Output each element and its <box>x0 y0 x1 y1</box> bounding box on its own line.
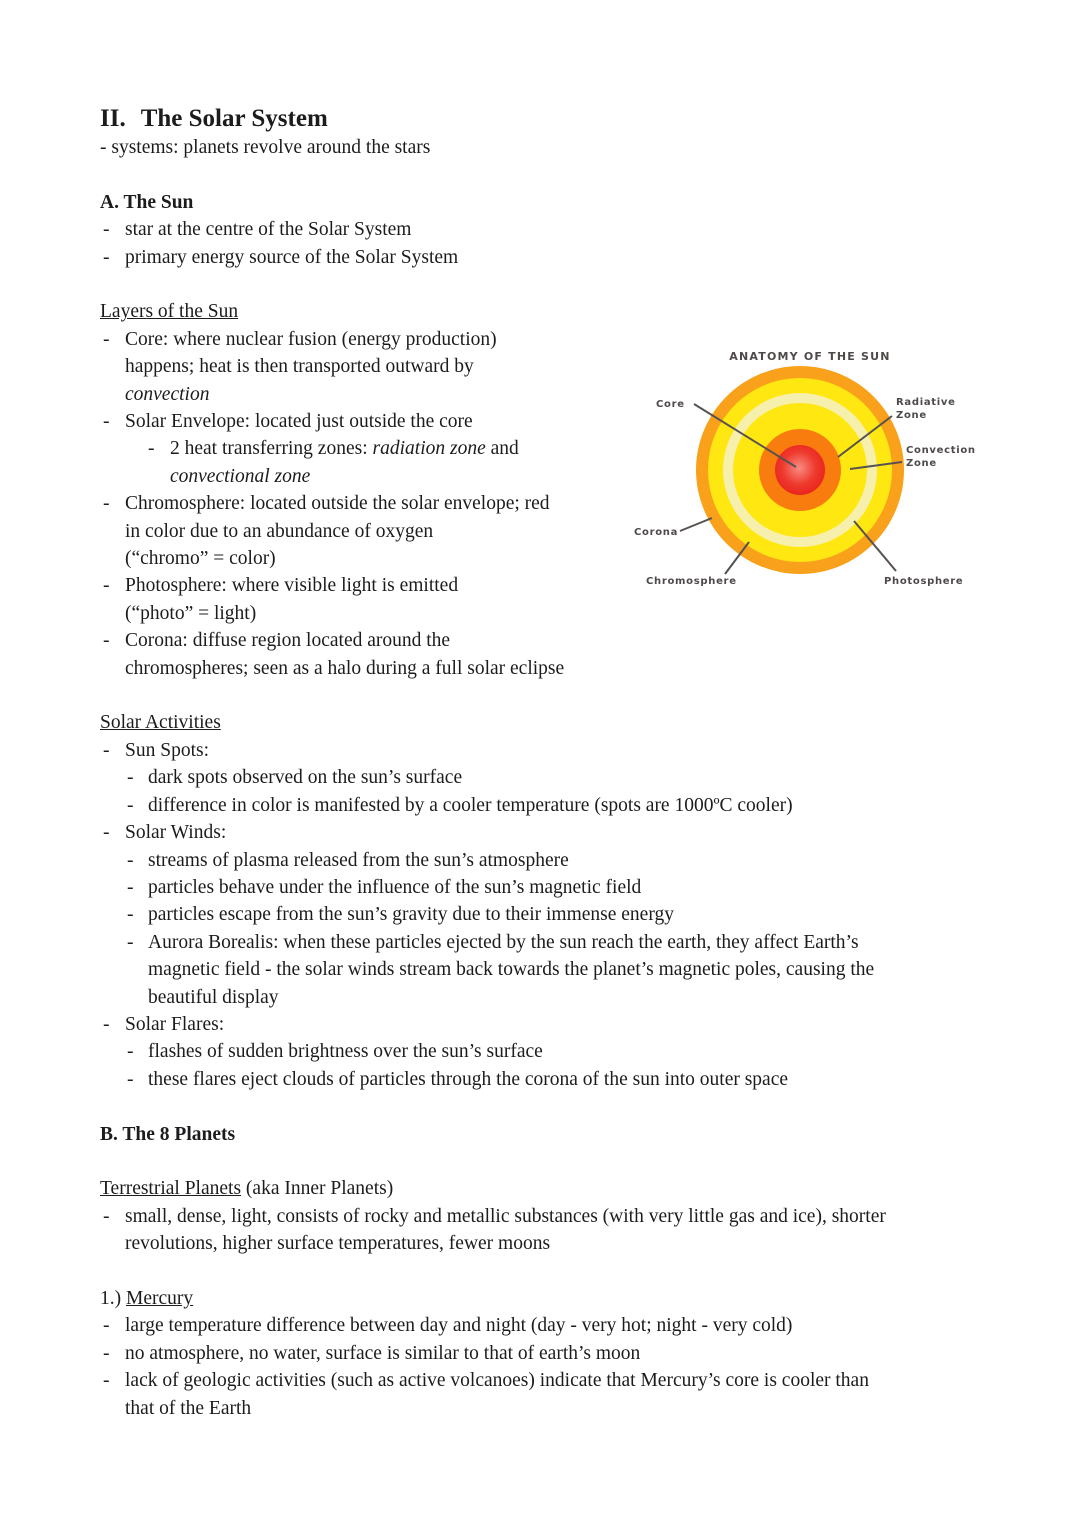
bullet-text: Aurora Borealis: when these particles ejected by the sun reach the earth, they affect Earth’s <box>148 931 859 953</box>
bullet-dash: - <box>103 575 110 597</box>
spacer <box>100 1093 995 1120</box>
bullet-text: difference in color is manifested by a cooler temperature (spots are 1000ºC cooler) <box>148 794 793 816</box>
spacer <box>100 161 995 188</box>
bullet-text: streams of plasma released from the sun’s atmosphere <box>148 849 569 871</box>
terrestrial-suffix: (aka Inner Planets) <box>241 1178 394 1200</box>
page-title <box>100 104 995 134</box>
bullet-dash: - <box>103 246 110 268</box>
bullet-text: particles escape from the sun’s gravity due to their immense energy <box>148 904 674 926</box>
bullet-text: primary energy source of the Solar System <box>125 246 459 268</box>
radiative-zone-label-1: Radiative <box>896 397 956 409</box>
bullet-text: Solar Envelope: located just outside the core <box>125 411 473 433</box>
bullet-dash: - <box>103 1013 110 1035</box>
aurora-line-3: beautiful display <box>148 986 279 1008</box>
mercury-bullet-1 <box>100 1312 995 1339</box>
layers-heading: Layers of the Sun <box>100 301 239 323</box>
winds-bullet-1 <box>100 847 995 874</box>
bullet-text: dark spots observed on the sun’s surface <box>148 767 463 789</box>
activities-heading: Solar Activities <box>100 712 221 734</box>
bullet-dash: - <box>103 493 110 515</box>
flares-bullet-1 <box>100 1038 995 1065</box>
terrestrial-title: Terrestrial Planets <box>100 1178 242 1200</box>
bullet-dash: - <box>103 219 110 241</box>
spacer <box>100 682 995 709</box>
layers-corona-line-2: chromospheres; seen as a halo during a full solar eclipse <box>125 657 565 679</box>
winds-bullet-2 <box>100 874 995 901</box>
mercury-bullet-3-line-2: that of the Earth <box>125 1397 252 1419</box>
bullet-dash: - <box>127 931 134 953</box>
bullet-text: Photosphere: where visible light is emitted <box>125 575 459 597</box>
section-a-heading: A. The Sun <box>100 191 194 213</box>
sunspots-label-line <box>100 737 995 764</box>
layers-zones-line-2: convectional zone <box>170 465 311 487</box>
bullet-dash: - <box>127 876 134 898</box>
sun-bullet-1 <box>100 216 995 243</box>
bullet-text: Solar Winds: <box>125 822 227 844</box>
bullet-text: Solar Flares: <box>125 1013 225 1035</box>
layers-section <box>100 298 995 682</box>
page-title-text: The Solar System <box>140 105 328 132</box>
winds-bullet-3 <box>100 901 995 928</box>
flares-bullet-2 <box>100 1066 995 1093</box>
mercury-name: Mercury <box>126 1287 194 1309</box>
winds-label-line <box>100 819 995 846</box>
bullet-dash: - <box>127 1068 134 1090</box>
bullet-dash: - <box>103 739 110 761</box>
bullet-text: star at the centre of the Solar System <box>125 219 412 241</box>
terrestrial-heading <box>100 1175 995 1202</box>
layers-chromosphere-line-3: (“chromo” = color) <box>125 548 276 570</box>
aurora-line-2: magnetic field - the solar winds stream back towards the planet’s magnetic poles, causing the <box>148 959 875 981</box>
layers-corona-line-1 <box>100 627 995 654</box>
bullet-dash: - <box>103 1315 110 1337</box>
section-b-heading: B. The 8 Planets <box>100 1123 236 1145</box>
bullet-dash: - <box>127 767 134 789</box>
intro-line: - systems: planets revolve around the stars <box>100 137 431 158</box>
bullet-dash: - <box>103 1205 110 1227</box>
chromosphere-label: Chromosphere <box>646 576 737 588</box>
bullet-dash: - <box>103 328 110 350</box>
bullet-dash: - <box>103 630 110 652</box>
page-title-numeral: II. <box>100 105 126 132</box>
spacer <box>100 1258 995 1285</box>
photosphere-label: Photosphere <box>884 576 964 588</box>
zones-and: and <box>485 438 519 460</box>
bullet-dash: - <box>103 1342 110 1364</box>
bullet-text: particles behave under the influence of the sun’s magnetic field <box>148 876 642 898</box>
bullet-dash: - <box>148 438 155 460</box>
layers-photosphere-line-2: (“photo” = light) <box>125 602 257 624</box>
core-circle <box>775 445 825 495</box>
bullet-dash: - <box>127 1041 134 1063</box>
sun-bullet-2 <box>100 244 995 271</box>
bullet-text: Sun Spots: <box>125 739 209 761</box>
mercury-bullet-3-line-1 <box>100 1367 995 1394</box>
convection-zone-label-1: Convection <box>906 445 976 457</box>
bullet-text: Chromosphere: located outside the solar envelope; red <box>125 493 550 515</box>
bullet-text: large temperature difference between day and night (day - very hot; night - very cold) <box>125 1315 793 1337</box>
aurora-line-1 <box>100 929 995 956</box>
bullet-text: lack of geologic activities (such as active volcanoes) indicate that Mercury’s core is cooler than <box>125 1370 869 1392</box>
bullet-dash: - <box>103 1370 110 1392</box>
sunspots-bullet-2 <box>100 792 995 819</box>
sun-anatomy-diagram <box>620 341 1005 593</box>
core-label: Core <box>656 399 685 411</box>
sun-anatomy-svg <box>620 341 1005 593</box>
sunspots-bullet-1 <box>100 764 995 791</box>
terrestrial-bullet-line-1 <box>100 1203 995 1230</box>
convection-zone-label-2: Zone <box>906 458 937 470</box>
bullet-dash: - <box>103 822 110 844</box>
mercury-number: 1.) <box>100 1287 126 1309</box>
mercury-heading <box>100 1285 995 1312</box>
bullet-dash: - <box>127 794 134 816</box>
bullet-text: 2 heat transferring zones: <box>170 438 373 460</box>
zones-italic-1: radiation zone <box>372 438 486 460</box>
radiative-zone-label-2: Zone <box>896 410 927 422</box>
bullet-text: flashes of sudden brightness over the sun’s surface <box>148 1041 543 1063</box>
bullet-text: Core: where nuclear fusion (energy production) <box>125 328 497 350</box>
bullet-text: no atmosphere, no water, surface is similar to that of earth’s moon <box>125 1342 641 1364</box>
diagram-title: ANATOMY OF THE SUN <box>729 350 891 364</box>
terrestrial-bullet-line-2: revolutions, higher surface temperatures, fewer moons <box>125 1233 551 1255</box>
layers-core-line-2: happens; heat is then transported outward by <box>125 356 474 378</box>
spacer <box>100 1148 995 1175</box>
flares-label-line <box>100 1011 995 1038</box>
corona-pointer-line <box>680 518 712 531</box>
bullet-dash: - <box>103 411 110 433</box>
bullet-dash: - <box>127 849 134 871</box>
spacer <box>100 271 995 298</box>
bullet-dash: - <box>127 904 134 926</box>
bullet-text: these flares eject clouds of particles through the corona of the sun into outer space <box>148 1068 789 1090</box>
corona-label: Corona <box>634 527 679 539</box>
layers-chromosphere-line-2: in color due to an abundance of oxygen <box>125 520 434 542</box>
mercury-bullet-2 <box>100 1340 995 1367</box>
layers-core-line-3: convection <box>125 383 210 405</box>
bullet-text: small, dense, light, consists of rocky and metallic substances (with very little gas and ice), shorter <box>125 1205 886 1227</box>
bullet-text: Corona: diffuse region located around the <box>125 630 451 652</box>
